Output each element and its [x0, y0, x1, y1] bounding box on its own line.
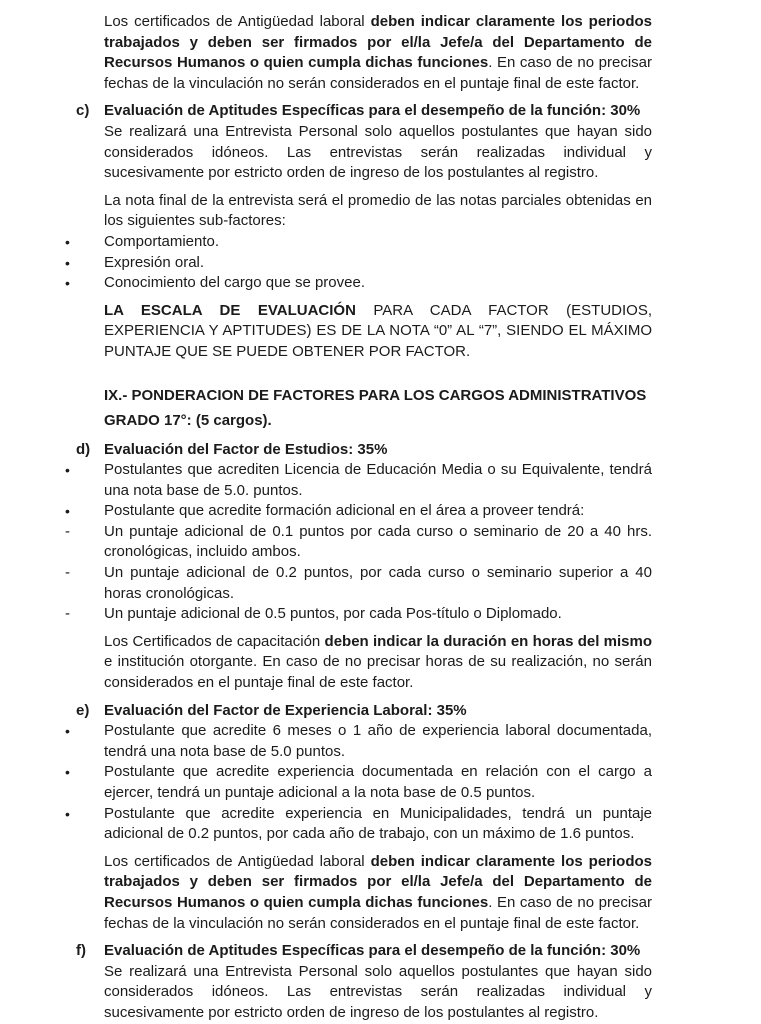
dash-marker: - — [65, 564, 70, 582]
subfactor-item — [65, 232, 652, 253]
subfactor-text: Comportamiento. — [104, 232, 220, 250]
paragraph-bold-text: deben indicar claramente los periodos trabajados y deben ser firmados por el/la Jefe/a del Departamento de Recursos Humanos o quien cumpla dichas funciones — [104, 852, 652, 911]
bullet-marker: • — [65, 233, 70, 250]
estudios-bullet-item — [65, 501, 652, 522]
paragraph-text: PARA CADA FACTOR (ESTUDIOS, EXPERIENCIA Y APTITUDES) ES DE LA NOTA “0” AL “7”, SIENDO EL MÁXIMO PUNTAJE QUE SE PUEDE OBTENER POR FACTOR. — [104, 301, 653, 360]
bullet-marker: • — [65, 254, 70, 271]
paragraph-escala — [104, 301, 652, 363]
dash-marker: - — [65, 605, 70, 623]
list-item-f — [65, 941, 652, 1023]
subfactor-text: Conocimiento del cargo que se provee. — [104, 274, 365, 292]
heading-line: IX.- PONDERACION DE FACTORES PARA LOS CARGOS ADMINISTRATIVOS — [104, 386, 647, 404]
bullet-marker: • — [65, 462, 70, 479]
bullet-marker: • — [65, 805, 70, 822]
paragraph-certificados-bottom — [104, 852, 652, 934]
dash-text: Un puntaje adicional de 0.5 puntos, por cada Pos-título o Diplomado. — [104, 605, 562, 623]
experiencia-bullet-item — [65, 762, 652, 803]
bullet-marker: • — [65, 275, 70, 292]
item-label: f) — [76, 942, 86, 960]
bullet-text: Postulante que acredite experiencia documentada en relación con el cargo a ejercer, tendrá un puntaje adicional a la nota base de 0.5 puntos. — [104, 763, 652, 801]
item-title: Evaluación del Factor de Experiencia Laboral: 35% — [104, 701, 467, 719]
paragraph-text: e institución otorgante. En caso de no precisar horas de su realización, no serán considerados en el puntaje final de este factor. — [104, 653, 652, 692]
paragraph-text: . En caso de no precisar fechas de la vinculación no serán considerados en el puntaje final de este factor. — [104, 893, 652, 932]
subfactor-text: Expresión oral. — [104, 253, 205, 271]
estudios-dash-item — [65, 604, 652, 625]
item-body: Se realizará una Entrevista Personal solo aquellos postulantes que hayan sido considerados idóneos. Las entrevistas serán realizadas individual y sucesivamente por estricto orden de ingreso de los postulantes al registro. — [104, 962, 652, 1021]
item-title: Evaluación de Aptitudes Específicas para el desempeño de la función: 30% — [104, 942, 641, 960]
item-title: Evaluación del Factor de Estudios: 35% — [104, 440, 388, 458]
item-label: e) — [76, 701, 90, 719]
bullet-marker: • — [65, 723, 70, 740]
subfactor-item — [65, 273, 652, 294]
estudios-dash-item — [65, 522, 652, 563]
dash-text: Un puntaje adicional de 0.2 puntos, por cada curso o seminario superior a 40 horas cronológicas. — [104, 564, 652, 602]
paragraph-text: Los Certificados de capacitación — [104, 632, 325, 650]
list-item-c — [65, 101, 652, 183]
experiencia-bullet-item — [65, 721, 652, 762]
paragraph-bold-text: deben indicar la duración en horas del mismo — [324, 632, 652, 650]
estudios-dash-item — [65, 563, 652, 604]
item-body: Se realizará una Entrevista Personal solo aquellos postulantes que hayan sido considerados idóneos. Las entrevistas serán realizadas individual y sucesivamente por estricto orden de ingreso de los postulantes al registro. — [104, 122, 652, 182]
item-title: Evaluación de Aptitudes Específicas para el desempeño de la función: 30% — [104, 102, 641, 120]
list-item-e — [65, 701, 652, 722]
section-heading-ix — [104, 383, 652, 433]
paragraph-text: Los certificados de Antigüedad laboral — [104, 13, 371, 30]
paragraph-nota-final: La nota final de la entrevista será el promedio de las notas parciales obtenidas en los siguientes sub-factores: — [104, 191, 652, 230]
bullet-marker: • — [65, 764, 70, 781]
bullet-text: Postulante que acredite experiencia en Municipalidades, tendrá un puntaje adicional de 0.2 puntos, por cada año de trabajo, con un máximo de 1.6 puntos. — [104, 804, 652, 843]
dash-text: Un puntaje adicional de 0.1 puntos por cada curso o seminario de 20 a 40 hrs. cronológicas, incluido ambos. — [104, 522, 652, 561]
heading-line: GRADO 17°: (5 cargos). — [104, 411, 272, 429]
bullet-text: Postulante que acredite 6 meses o 1 año de experiencia laboral documentada, tendrá una nota base de 5.0 puntos. — [104, 722, 652, 760]
paragraph-certificados-top — [104, 12, 652, 94]
estudios-bullet-item — [65, 460, 652, 501]
item-label: c) — [76, 102, 90, 120]
paragraph-capacitacion — [104, 632, 652, 694]
paragraph-bold-text: LA ESCALA DE EVALUACIÓN — [104, 301, 356, 319]
bullet-text: Postulantes que acrediten Licencia de Educación Media o su Equivalente, tendrá una nota base de 5.0. puntos. — [104, 461, 652, 499]
paragraph-bold-text: deben indicar claramente los periodos trabajados y deben ser firmados por el/la Jefe/a del Departamento de Recursos Humanos o quien cumpla dichas funciones — [104, 13, 652, 72]
bullet-text: Postulante que acredite formación adicional en el área a proveer tendrá: — [104, 502, 585, 520]
subfactor-item — [65, 253, 652, 274]
experiencia-bullet-item — [65, 804, 652, 845]
list-item-d — [65, 440, 652, 461]
bullet-marker: • — [65, 503, 70, 520]
dash-marker: - — [65, 522, 70, 540]
item-label: d) — [76, 440, 91, 458]
paragraph-text: . En caso de no precisar fechas de la vinculación no serán considerados en el puntaje final de este factor. — [104, 54, 652, 92]
paragraph-text: Los certificados de Antigüedad laboral — [104, 852, 371, 870]
